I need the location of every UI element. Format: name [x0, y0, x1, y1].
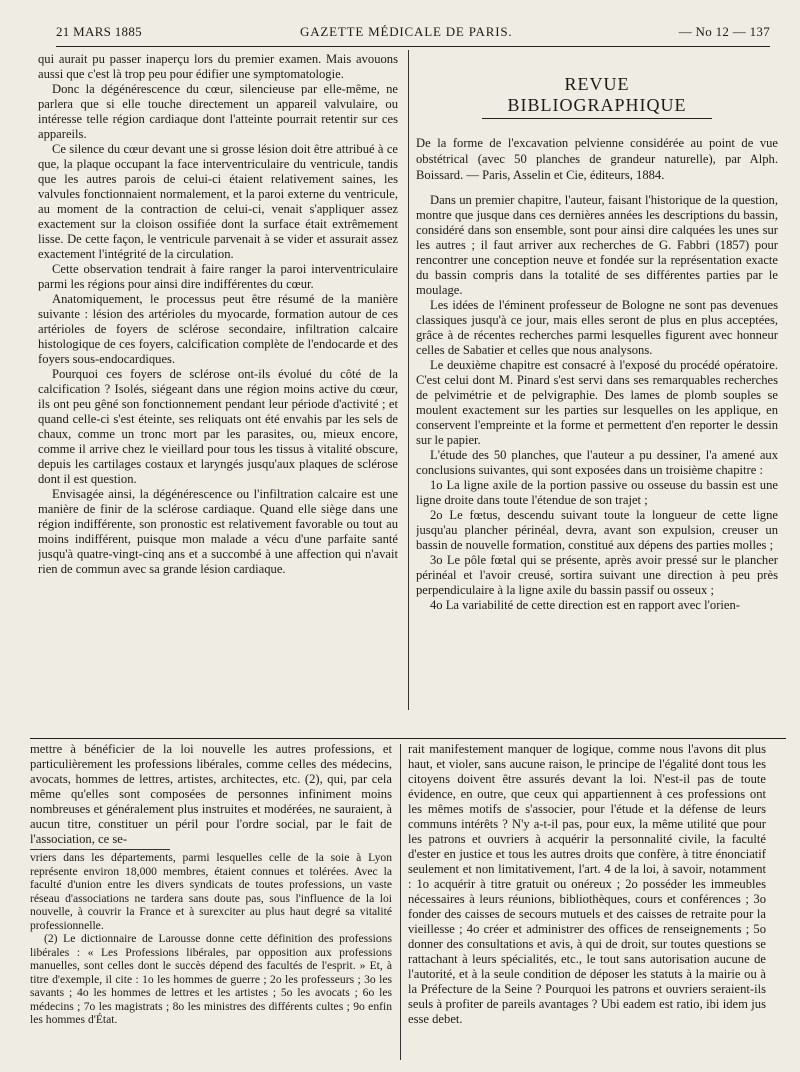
- left-column: [38, 52, 398, 738]
- paragraph: Ce silence du cœur devant une si grosse lésion doit être attribué à ce que, la plaque occupant la face interventriculaire du ventricule, tandis que les autres parois de celui-ci étaient relativement saines, les valvules fonctionnaient normalement, et la paroi externe du ventricule, au moment de la contraction de celui-ci, venait s'appliquer assez exactement sur la cloison ossifiée dont la surface était extrêmement lisse. De cette façon, le ventricule parvenait à se vider et assurait assez exactement l'intégrité de la circulation.: [38, 142, 398, 261]
- paragraph: 4o La variabilité de cette direction est en rapport avec l'orien-: [430, 598, 740, 612]
- page-header: [56, 22, 770, 46]
- paragraph: Les idées de l'éminent professeur de Bologne ne sont pas devenues classiques jusqu'à ce jour, mais elles seront de plus en plus acceptées, grâce à de récentes recherches parmi lesquelles figurent avec honneur celles de Sabatier et celles que nous analysons.: [416, 298, 778, 357]
- paragraph: qui aurait pu passer inaperçu lors du premier examen. Mais avouons aussi que c'est là trop peu pour édifier une symptomatologie.: [38, 52, 398, 81]
- paragraph: L'étude des 50 planches, que l'auteur a pu dessiner, l'a amené aux conclusions suivantes, qui sont exposées dans un troisième chapitre :: [416, 448, 778, 477]
- section-title: REVUE BIBLIOGRAPHIQUE: [482, 74, 712, 119]
- paragraph: Envisagée ainsi, la dégénérescence ou l'infiltration calcaire est une manière de finir de la sclérose cardiaque. Quand elle siège dans une région indifférente, son pronostic est relativement favorable ou tout au moins indifférent, puisque mon malade a vécu d'une parfaite santé jusqu'à quatre-vingt-cinq ans et a succombé à une affection qui n'avait rien de commun avec sa grande lésion cardiaque.: [38, 487, 398, 576]
- paragraph: rait manifestement manquer de logique, comme nous l'avons dit plus haut, et violer, sans aucune raison, le principe de l'égalité dont tous les citoyens doivent être assurés devant la loi. N'est-il pas de toute évidence, en outre, que ceux qui appartiennent à ces professions ont les mêmes motifs de s'associer, pour l'étude et la défense de leurs communs intérêts ? N'y a-t-il pas, pour eux, la même utilité que pour les patrons et ouvriers à acquérir la personnalité civile, la faculté d'ester en justice et tous les autres droits que confère, à titre énonciatif seulement et non limitativement, l'art. 4 de la loi, à savoir, notamment : 1o acquérir à titre gratuit ou onéreux ; 2o posséder les immeubles nécessaires à leurs réunions, bibliothèques, cours et conférences ; 3o fonder des caisses de secours mutuels et des caisses de retraite pour la vieillesse ; 4o créer et administrer des offices de renseignements ; 5o donner des consultations et avis, à qui de droit, sur toutes questions se rattachant à leurs spécialités, etc., le tout sans autorisation aucune de l'autorité, et à la seule condition de déposer les statuts à la mairie ou à la Préfecture de la Seine ? Pourquoi les patrons et ouvriers seraient-ils seuls à profiter de pareils avantages ? Ubi eadem est ratio, ibi idem jus esse debet.: [408, 742, 766, 1026]
- bibliography-entry: De la forme de l'excavation pelvienne considérée au point de vue obstétrical (avec 50 planches de grandeur naturelle), par Alph. Boissard. — Paris, Asselin et Cie, éditeurs, 1884.: [416, 136, 778, 182]
- bottom-right-column: [408, 742, 766, 1058]
- paragraph: mettre à bénéficier de la loi nouvelle les autres professions, et particulièrement les professions libérales, comme celles des médecins, avocats, hommes de lettres, artistes, architectes, etc. (2), qui, par cela même qu'elles sont composées de personnes infiniment moins nombreuses et généralement plus instruites et modérées, ne sauraient, à aucun titre, constituer un péril pour l'ordre social, par le fait de l'association, ce se-: [30, 742, 392, 846]
- header-divider: [56, 46, 770, 47]
- right-column: [416, 52, 778, 732]
- paragraph: 3o Le pôle fœtal qui se présente, après avoir pressé sur le plancher périnéal et l'avoir creusé, sortira suivant une direction à peu près perpendiculaire à la ligne axile du bassin passif ou osseux ;: [416, 553, 778, 597]
- bottom-column-divider: [400, 744, 401, 1060]
- footnote-rule: [30, 849, 170, 850]
- paragraph: 1o La ligne axile de la portion passive ou osseuse du bassin est une ligne droite dans toute l'étendue de son trajet ;: [416, 478, 778, 507]
- paragraph: Cette observation tendrait à faire ranger la paroi interventriculaire parmi les régions pour ainsi dire indifférentes du cœur.: [38, 262, 398, 291]
- paragraph: Dans un premier chapitre, l'auteur, faisant l'historique de la question, montre que jusque dans ces dernières années les descriptions du bassin, considéré dans son ensemble, sont pour ainsi dire calquées les unes sur les autres ; il faut arriver aux recherches de G. Fabbri (1857) pour rencontrer une conception neuve et fondée sur la représentation exacte du bassin compris dans la totalité de ses différentes parties par le moulage.: [416, 193, 778, 297]
- header-journal-title: GAZETTE MÉDICALE DE PARIS.: [300, 24, 513, 39]
- header-date: 21 MARS 1885: [56, 24, 142, 39]
- paragraph: Pourquoi ces foyers de sclérose ont-ils évolué du côté de la calcification ? Isolés, siégeant dans une région moins active du cœur, ils ont peu gêné son fonctionnement pendant leur période d'activité ; et quand celle-ci s'est éteinte, ses reliquats ont été envahis par les sels de chaux, comme un tronc mort par les parasites, ou, mieux encore, comme il arrive chez le vieillard pour tous les tissus à vitalité obscure, depuis les cartilages costaux et laryngés jusqu'aux plaques de sclérose dont il est question.: [38, 367, 398, 486]
- header-page-number: — No 12 — 137: [678, 24, 770, 39]
- bottom-left-column: [30, 742, 392, 1058]
- footnote: (2) Le dictionnaire de Larousse donne cette définition des professions libérales : « Les Professions libérales, par opposition aux professions manuelles, sont celles dont le succès dépend des facultés de l'esprit. » Et, à titre d'exemple, il cite : 1o les hommes de guerre ; 2o les professeurs ; 3o les savants ; 4o les hommes de lettres et les artistes ; 5o les avocats ; 6o les médecins ; 7o les magistrats ; 8o les ministres des différents cultes ; 9o enfin les hommes d'État.: [30, 932, 392, 1026]
- paragraph: Le deuxième chapitre est consacré à l'exposé du procédé opératoire. C'est celui dont M. Pinard s'est servi dans ses remarquables recherches de pelvimétrie et de pelvigraphie. Des lames de plomb souples se moulent exactement sur les parties sur lesquelles on les applique, en conservent l'empreinte et la forme et permettent d'en reporter le dessin sur le papier.: [416, 358, 778, 447]
- footnote: vriers dans les départements, parmi lesquelles celle de la soie à Lyon représente environ 18,000 membres, étaient connues et tolérées. Avec la faculté d'union entre les divers syndicats de toutes professions, un vaste réseau d'associations ne tardera sans doute pas, sous l'influence de la loi nouvelle, à couvrir la France et à surexciter au plus haut degré sa vitalité professionnelle.: [30, 851, 392, 932]
- section-divider: [30, 738, 786, 739]
- paragraph: Anatomiquement, le processus peut être résumé de la manière suivante : lésion des artérioles du myocarde, formation autour de ces artérioles de foyers de sclérose secondaire, infiltration calcaire histologique de ces foyers, calcification complète de l'endocarde et des foyers sous-endocardiques.: [38, 292, 398, 366]
- paragraph: 2o Le fœtus, descendu suivant toute la longueur de cette ligne jusqu'au plancher périnéal, devra, avant son expulsion, creuser un bassin de nouvelle formation, constitué aux dépens des parties molles ;: [416, 508, 778, 552]
- column-divider: [408, 50, 409, 710]
- paragraph: Donc la dégénérescence du cœur, silencieuse par elle-même, ne parlera que si elle touche directement un appareil valvulaire, ou intéresse telle région cardiaque dont l'atteinte pourrait retentir sur ces appareils.: [38, 82, 398, 141]
